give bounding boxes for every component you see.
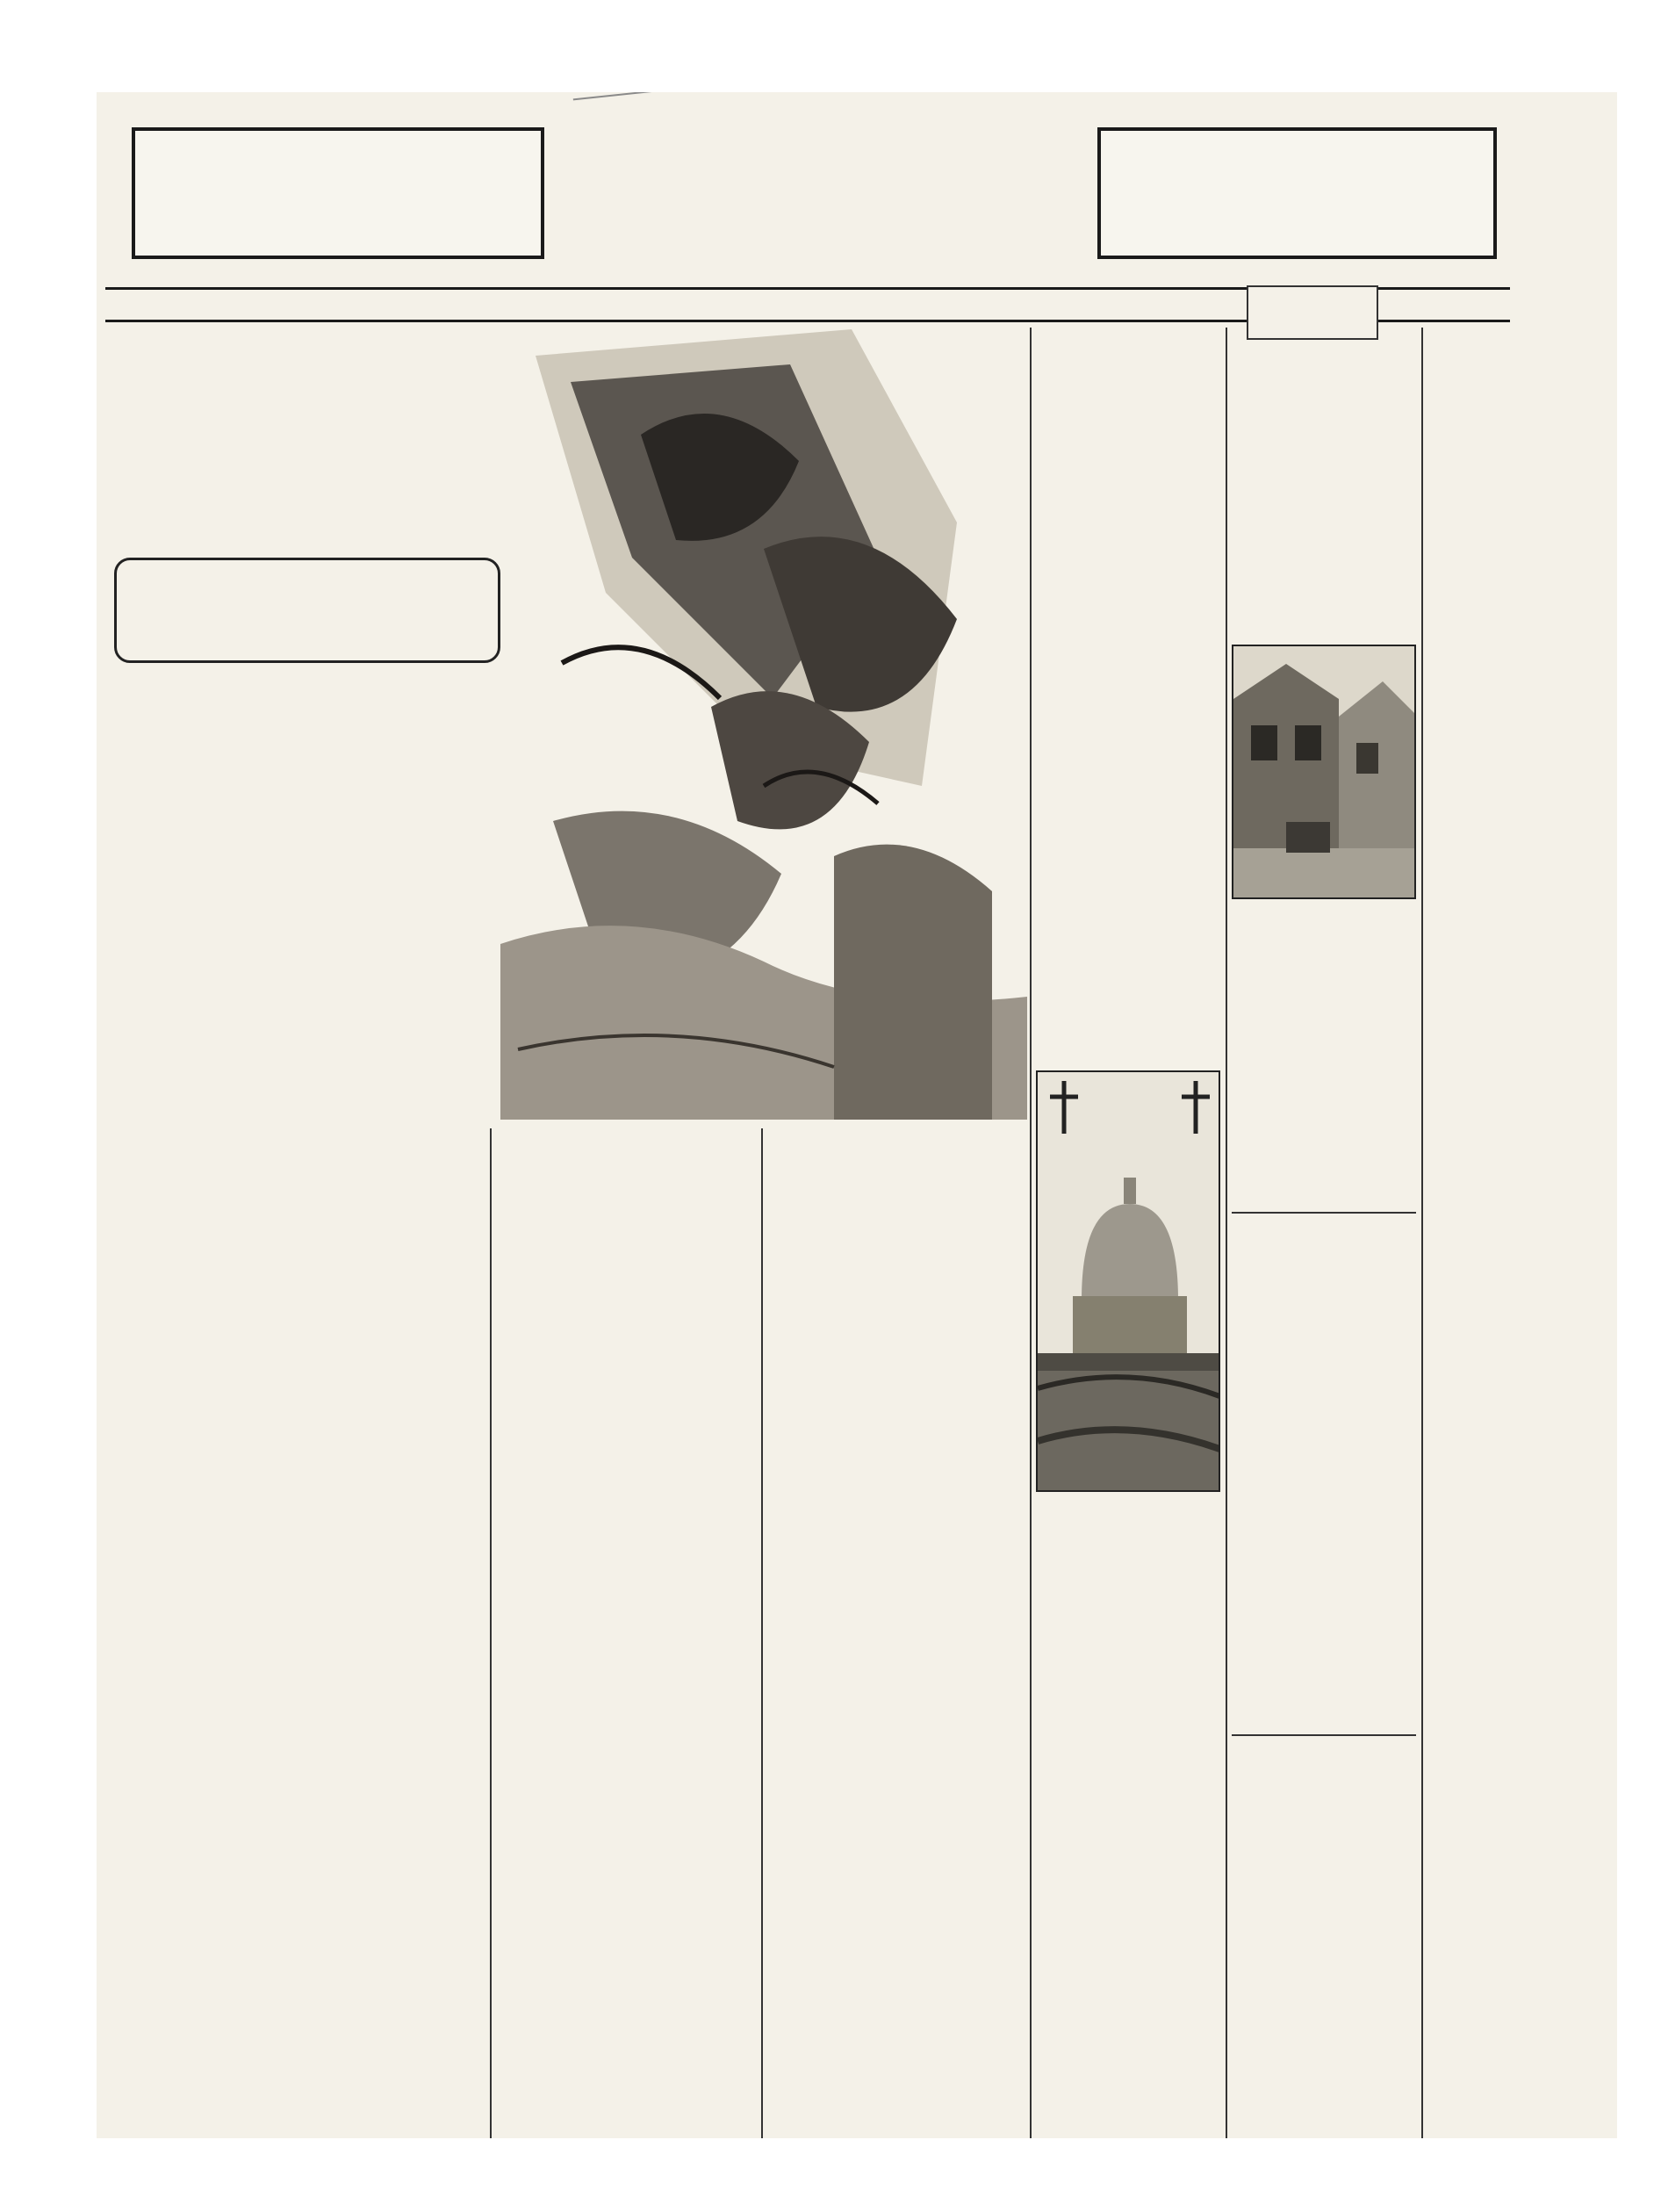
column-rule [1421,328,1423,2138]
banbury-body-1 [1232,338,1416,641]
column-rule [490,1128,492,2138]
reindeer-inn-image [1233,646,1416,899]
newspaper-page [97,92,1617,2138]
rhone-body-1 [1427,340,1607,1271]
feature-column-1 [123,674,483,2136]
column-rule [1226,328,1227,2138]
manicures-story [1232,1212,1416,1668]
lifesaving-illustration [500,329,1027,1120]
historical-society-stamp [573,92,866,151]
feature-column-2 [499,1133,755,2136]
column-rule [1030,328,1032,2138]
vatican-body-1 [1036,343,1220,1063]
illustration-art [500,329,1027,1120]
rattlesnake-story [1232,1734,1416,2007]
vatican-body-2 [1036,1497,1220,1761]
right-ear-box [1097,127,1497,259]
banbury-body-2 [1232,944,1416,1207]
feature-column-3 [769,1133,1025,2136]
manicures-body [1232,1221,1416,1668]
feature-banner [114,558,500,663]
st-peters-dome-image [1038,1072,1220,1492]
reindeer-inn-photo [1232,645,1416,899]
vatican-photo [1036,1070,1220,1492]
rhone-story [1427,331,1607,1271]
will-story [1232,2055,1416,2120]
left-ear-box [132,127,544,259]
column-rule [761,1128,763,2138]
will-body [1232,2058,1416,2120]
hens-body [1036,1766,1220,1836]
rattlesnake-body [1232,1743,1416,2007]
vatican-column [1036,331,1220,2136]
